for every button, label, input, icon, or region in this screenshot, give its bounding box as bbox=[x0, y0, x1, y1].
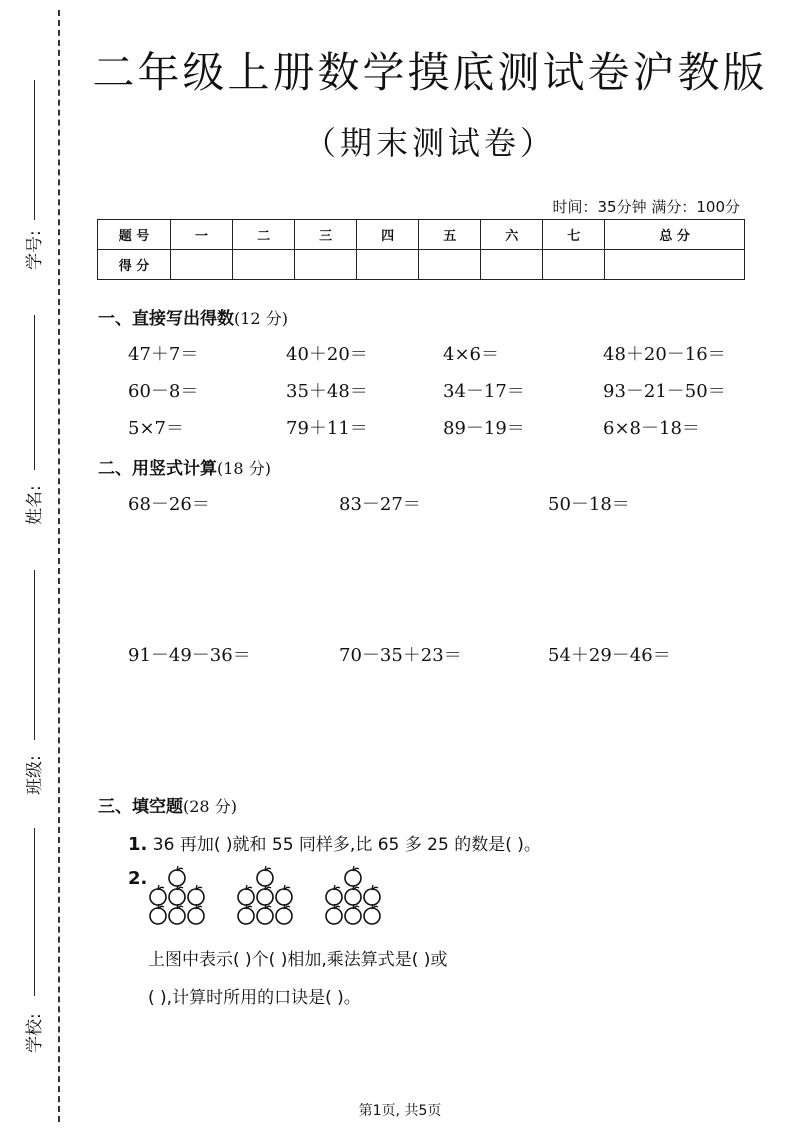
exercise: 83－27＝ bbox=[339, 494, 421, 515]
name-label: 姓名: bbox=[25, 485, 45, 525]
question-2-number: 2. bbox=[128, 868, 148, 889]
binding-dashed-line bbox=[58, 10, 60, 1122]
score-table-score-label: 得 分 bbox=[98, 250, 171, 280]
question-2 bbox=[128, 868, 147, 889]
score-table-header-row bbox=[98, 220, 745, 250]
score-cell[interactable] bbox=[481, 250, 543, 280]
score-table-row-header: 题 号 bbox=[98, 220, 171, 250]
score-table-col-5: 五 bbox=[419, 220, 481, 250]
apple-icon bbox=[257, 866, 273, 886]
apple-icon bbox=[188, 904, 204, 924]
page-subtitle: （期末测试卷） bbox=[303, 124, 556, 162]
exercise: 6×8－18＝ bbox=[603, 418, 700, 439]
exercise: 50－18＝ bbox=[548, 494, 630, 515]
school-field bbox=[14, 828, 54, 1053]
exercise: 35＋48＝ bbox=[286, 381, 368, 402]
name-field bbox=[14, 315, 54, 525]
exercise: 93－21－50＝ bbox=[603, 381, 726, 402]
page-title: 二年级上册数学摸底测试卷沪教版 bbox=[92, 48, 768, 97]
question-1-number: 1. bbox=[128, 834, 148, 855]
school-blank bbox=[34, 828, 35, 996]
section3-title: 三、填空题 bbox=[98, 797, 183, 817]
apple-icon bbox=[188, 885, 204, 905]
apple-icon bbox=[257, 885, 273, 905]
apple-icon bbox=[276, 885, 292, 905]
section3-points: (28 分) bbox=[183, 797, 237, 816]
score-cell[interactable] bbox=[419, 250, 481, 280]
score-table bbox=[97, 219, 745, 280]
section1-heading bbox=[98, 304, 288, 329]
student-no-label: 学号: bbox=[25, 230, 45, 270]
apple-icon bbox=[169, 866, 185, 886]
exercise: 68－26＝ bbox=[128, 494, 210, 515]
page-footer: 第1页, 共5页 bbox=[358, 1103, 442, 1119]
score-table-col-6: 六 bbox=[481, 220, 543, 250]
apple-icon bbox=[345, 885, 361, 905]
school-label: 学校: bbox=[25, 1013, 45, 1053]
question-2-line-1: 上图中表示( )个( )相加,乘法算式是( )或 bbox=[148, 950, 448, 970]
section1-points: (12 分) bbox=[234, 309, 288, 328]
score-table-col-1: 一 bbox=[171, 220, 233, 250]
section2-title: 二、用竖式计算 bbox=[98, 459, 217, 479]
exercise: 91－49－36＝ bbox=[128, 645, 251, 666]
exercise: 79＋11＝ bbox=[286, 418, 368, 439]
apple-icon bbox=[238, 885, 254, 905]
question-1-text: 36 再加( )就和 55 同样多,比 65 多 25 的数是( )。 bbox=[152, 835, 541, 855]
score-table-col-4: 四 bbox=[357, 220, 419, 250]
apple-icon bbox=[345, 904, 361, 924]
apple-icon bbox=[326, 904, 342, 924]
score-cell[interactable] bbox=[233, 250, 295, 280]
apple-icon bbox=[326, 885, 342, 905]
apple-icon bbox=[150, 904, 166, 924]
name-blank bbox=[34, 315, 35, 470]
student-no-blank bbox=[34, 80, 35, 220]
exercise: 89－19＝ bbox=[443, 418, 525, 439]
apple-icon bbox=[257, 904, 273, 924]
score-cell[interactable] bbox=[295, 250, 357, 280]
exercise: 60－8＝ bbox=[128, 381, 199, 402]
apple-icon bbox=[276, 904, 292, 924]
score-cell[interactable] bbox=[357, 250, 419, 280]
apple-icon bbox=[345, 866, 361, 886]
class-label: 班级: bbox=[25, 755, 45, 795]
exercise: 4×6＝ bbox=[443, 344, 499, 365]
class-blank bbox=[34, 570, 35, 740]
apple-icon bbox=[238, 904, 254, 924]
student-no-field bbox=[14, 80, 54, 270]
score-cell[interactable] bbox=[171, 250, 233, 280]
exercise: 40＋20＝ bbox=[286, 344, 368, 365]
apple-icon bbox=[150, 885, 166, 905]
exercise: 5×7＝ bbox=[128, 418, 184, 439]
section1-title: 一、直接写出得数 bbox=[98, 309, 234, 329]
exercise: 48＋20－16＝ bbox=[603, 344, 726, 365]
score-cell[interactable] bbox=[605, 250, 745, 280]
score-table-score-row bbox=[98, 250, 745, 280]
question-1 bbox=[128, 830, 541, 855]
score-table-col-total: 总 分 bbox=[605, 220, 745, 250]
apples-svg bbox=[146, 866, 406, 936]
exercise: 54＋29－46＝ bbox=[548, 645, 671, 666]
score-table-col-3: 三 bbox=[295, 220, 357, 250]
score-table-col-7: 七 bbox=[543, 220, 605, 250]
question-2-line-2: ( ),计算时所用的口诀是( )。 bbox=[148, 988, 361, 1008]
section2-points: (18 分) bbox=[217, 459, 271, 478]
exercise: 70－35＋23＝ bbox=[339, 645, 462, 666]
exam-meta: 时间：35分钟 满分：100分 bbox=[552, 198, 740, 216]
apple-icon bbox=[169, 885, 185, 905]
score-cell[interactable] bbox=[543, 250, 605, 280]
apple-icon bbox=[364, 904, 380, 924]
apple-groups-figure bbox=[146, 866, 406, 936]
apple-icon bbox=[169, 904, 185, 924]
score-table-col-2: 二 bbox=[233, 220, 295, 250]
class-field bbox=[14, 570, 54, 795]
exercise: 34－17＝ bbox=[443, 381, 525, 402]
exercise: 47＋7＝ bbox=[128, 344, 199, 365]
section2-heading bbox=[98, 454, 271, 479]
apple-icon bbox=[364, 885, 380, 905]
section3-heading bbox=[98, 792, 237, 817]
